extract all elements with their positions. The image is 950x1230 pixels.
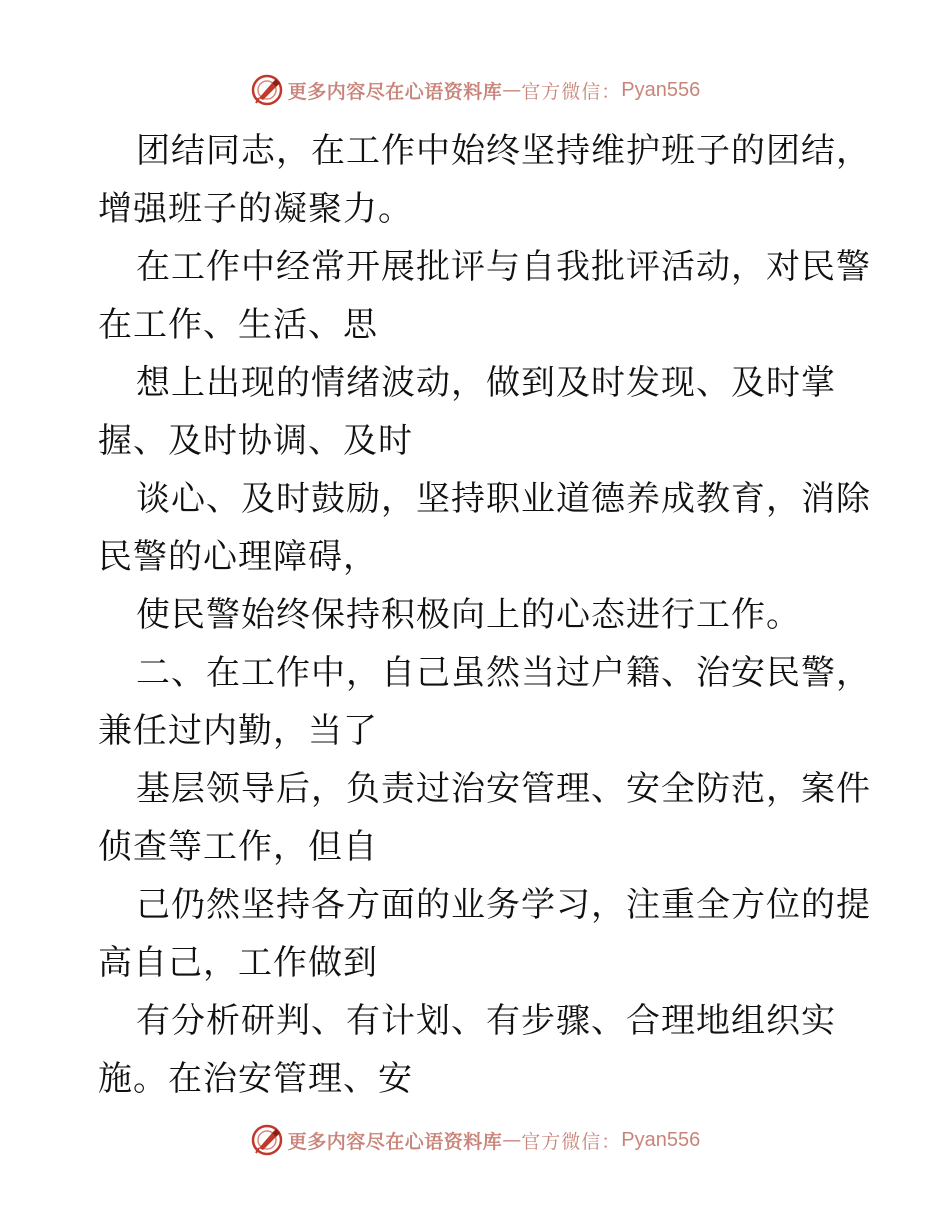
header-banner: [0, 70, 950, 110]
body-text-line: 基层领导后，负责过治安管理、安全防范，案件: [136, 769, 871, 809]
body-text-line: 二、在工作中，自己虽然当过户籍、治安民警，: [136, 653, 871, 693]
footer-wechat-label: 官方微信：: [521, 1130, 622, 1153]
pen-nib-logo-icon: [250, 1123, 284, 1157]
document-body: [98, 122, 871, 1108]
pen-nib-logo-icon: [250, 73, 284, 107]
body-text-line: 有分析研判、有计划、有步骤、合理地组织实: [136, 1001, 836, 1041]
footer-promo-text: 更多内容尽在心语资料库: [287, 1130, 503, 1153]
body-text-line: 在工作中经常开展批评与自我批评活动，对民警: [136, 247, 871, 287]
body-text-line: 想上出现的情绪波动，做到及时发现、及时掌: [136, 363, 836, 403]
body-text-line: 团结同志，在工作中始终坚持维护班子的团结，: [136, 131, 871, 171]
body-text-line: 高自己，工作做到: [98, 943, 378, 983]
header-separator: —: [502, 79, 522, 101]
footer-banner: [0, 1120, 950, 1160]
header-wechat-label: 官方微信：: [521, 80, 622, 103]
body-text-line: 民警的心理障碍，: [98, 537, 378, 577]
body-text-line: 施。在治安管理、安: [98, 1059, 413, 1099]
body-text-line: 在工作、生活、思: [98, 305, 378, 345]
footer-separator: —: [502, 1129, 522, 1151]
body-text-line: 握、及时协调、及时: [98, 421, 413, 461]
body-text-line: 增强班子的凝聚力。: [98, 189, 413, 229]
body-text-line: 兼任过内勤，当了: [98, 711, 378, 751]
body-text-line: 己仍然坚持各方面的业务学习，注重全方位的提: [136, 885, 871, 925]
body-text-line: 使民警始终保持积极向上的心态进行工作。: [136, 595, 801, 635]
body-text-line: 谈心、及时鼓励，坚持职业道德养成教育，消除: [136, 479, 871, 519]
header-promo-text: 更多内容尽在心语资料库: [287, 80, 503, 103]
header-wechat-handle: Pyan556: [621, 78, 701, 101]
footer-wechat-handle: Pyan556: [621, 1128, 701, 1151]
body-text-line: 侦查等工作，但自: [98, 827, 378, 867]
